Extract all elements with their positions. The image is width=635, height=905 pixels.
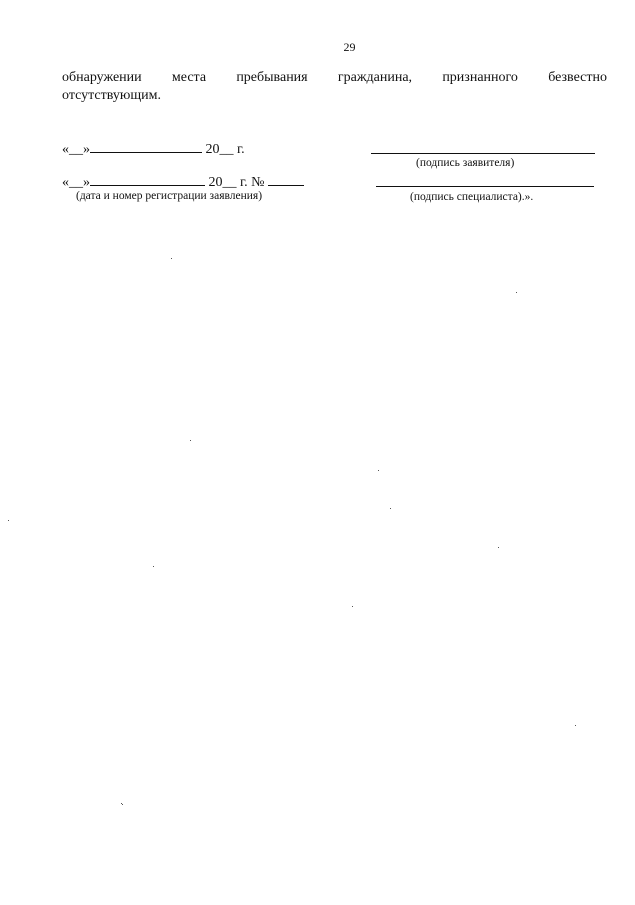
scan-speck — [153, 566, 154, 567]
date-day-blank: «__» — [62, 175, 90, 190]
date-month-blank — [90, 172, 205, 186]
date-year-prefix: 20__ — [205, 142, 234, 157]
scan-speck — [171, 258, 172, 259]
scan-speck — [498, 547, 499, 548]
page-number: 29 — [343, 40, 356, 54]
applicant-signature-line — [371, 153, 595, 154]
date-field-row-2 — [62, 172, 304, 191]
scan-speck — [575, 725, 576, 726]
date-year-suffix: г. — [237, 142, 245, 157]
scan-speck — [8, 520, 9, 521]
word: безвестно — [548, 70, 607, 85]
registration-caption: (дата и номер регистрации заявления) — [76, 190, 263, 202]
date-day-blank: «__» — [62, 142, 90, 157]
word: признанного — [442, 70, 518, 85]
specialist-signature-line — [376, 186, 594, 187]
date-field-row-1 — [62, 139, 245, 158]
word: гражданина, — [337, 70, 413, 85]
paragraph-line-2: отсутствующим. — [62, 88, 161, 103]
scan-speck — [390, 508, 391, 509]
scan-speck — [122, 804, 123, 805]
scan-speck — [352, 606, 353, 607]
registration-number-prefix: г. № — [240, 175, 265, 190]
word: пребывания — [236, 70, 308, 85]
paragraph-line-1 — [62, 69, 607, 87]
date-year-prefix: 20__ — [208, 175, 237, 190]
specialist-signature-caption: (подпись специалиста).». — [410, 191, 534, 203]
applicant-signature-caption: (подпись заявителя) — [416, 157, 515, 169]
word: обнаружении — [62, 70, 142, 85]
registration-number-blank — [268, 172, 304, 186]
scan-speck — [516, 292, 517, 293]
scan-speck — [190, 440, 191, 441]
body-paragraph — [62, 69, 607, 105]
word: места — [171, 70, 207, 85]
scan-speck — [378, 470, 379, 471]
date-month-blank — [90, 139, 202, 153]
